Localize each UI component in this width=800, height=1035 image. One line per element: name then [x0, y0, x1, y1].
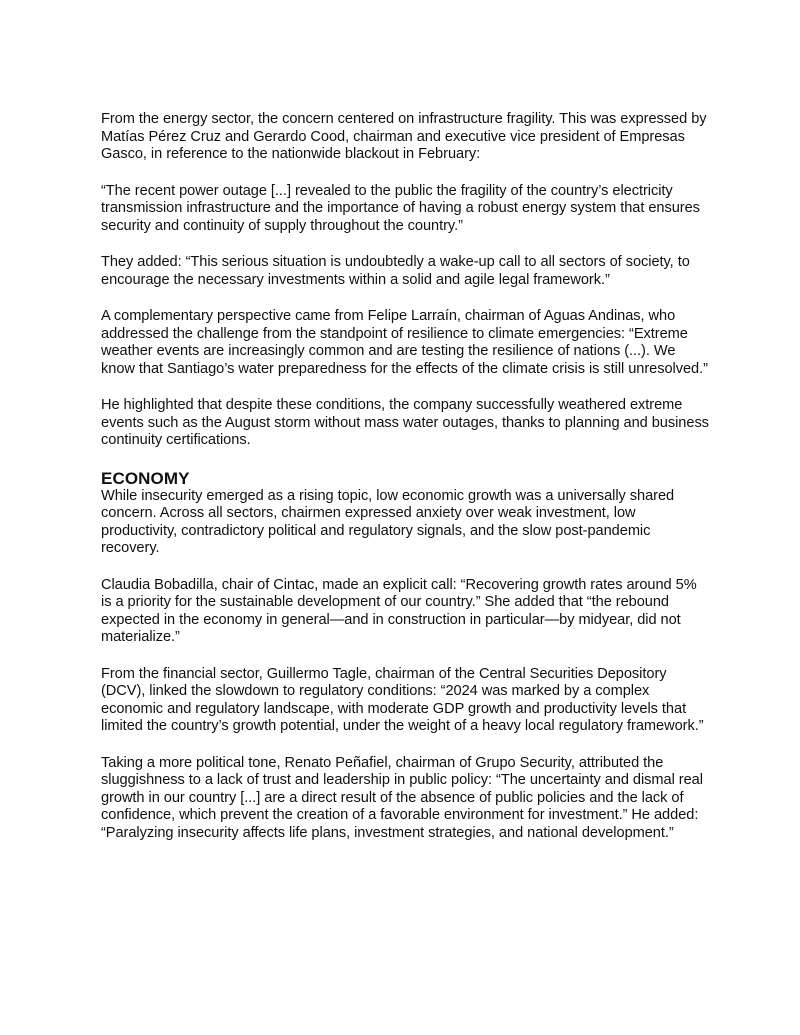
- economy-paragraph-bobadilla: Claudia Bobadilla, chair of Cintac, made an explicit call: “Recovering growth rates around 5% is a priority for the sustainable development of our country.” She added that “the rebound expected in the economy in general—and in construction in particular—by midyear, did not materialize.”: [101, 576, 697, 645]
- economy-paragraph-penafiel: Taking a more political tone, Renato Peñafiel, chairman of Grupo Security, attributed the sluggishness to a lack of trust and leadership in public policy: “The uncertainty and dismal real growth in our country [...] are a direct result of the absence of public policies and the lack of confidence, which prevent the creation of a favorable environment for investment.” He added: “Paralyzing insecurity affects life plans, investment strategies, and national development.”: [101, 754, 703, 841]
- economy-paragraph-1: While insecurity emerged as a rising topic, low economic growth was a universally shared concern. Across all sectors, chairmen expressed anxiety over weak investment, low productivity, contradictory political and regulatory signals, and the slow post-pandemic recovery.: [101, 487, 675, 556]
- document-page: [101, 111, 711, 861]
- energy-quote-gasco: “The recent power outage [...] revealed to the public the fragility of the country’s electricity transmission infrastructure and the importance of having a robust energy system that ensures security and continuity of supply throughout the country.”: [101, 182, 700, 234]
- energy-paragraph-1: From the energy sector, the concern centered on infrastructure fragility. This was expressed by Matías Pérez Cruz and Gerardo Cood, chairman and executive vice president of Empresas Gasco, in reference to the nationwide blackout in February:: [101, 111, 707, 162]
- energy-paragraph-larrain: A complementary perspective came from Felipe Larraín, chairman of Aguas Andinas, who addressed the challenge from the standpoint of resilience to climate emergencies: “Extreme weather events are increasingly common and are testing the resilience of nations (...). We know that Santiago’s water preparedness for the effects of the climate crisis is still unresolved.”: [101, 308, 708, 377]
- energy-paragraph-storm: He highlighted that despite these conditions, the company successfully weathered extreme events such as the August storm without mass water outages, thanks to planning and business continuity certifications.: [101, 397, 709, 448]
- section-heading-economy: ECONOMY: [101, 468, 190, 488]
- energy-paragraph-added: They added: “This serious situation is undoubtedly a wake-up call to all sectors of society, to encourage the necessary investments within a solid and agile legal framework.”: [101, 254, 690, 288]
- economy-paragraph-tagle: From the financial sector, Guillermo Tagle, chairman of the Central Securities Depository (DCV), linked the slowdown to regulatory conditions: “2024 was marked by a complex economic and regulatory landscape, with moderate GDP growth and productivity levels that limited the country’s growth potential, under the weight of a heavy local regulatory framework.”: [101, 665, 704, 734]
